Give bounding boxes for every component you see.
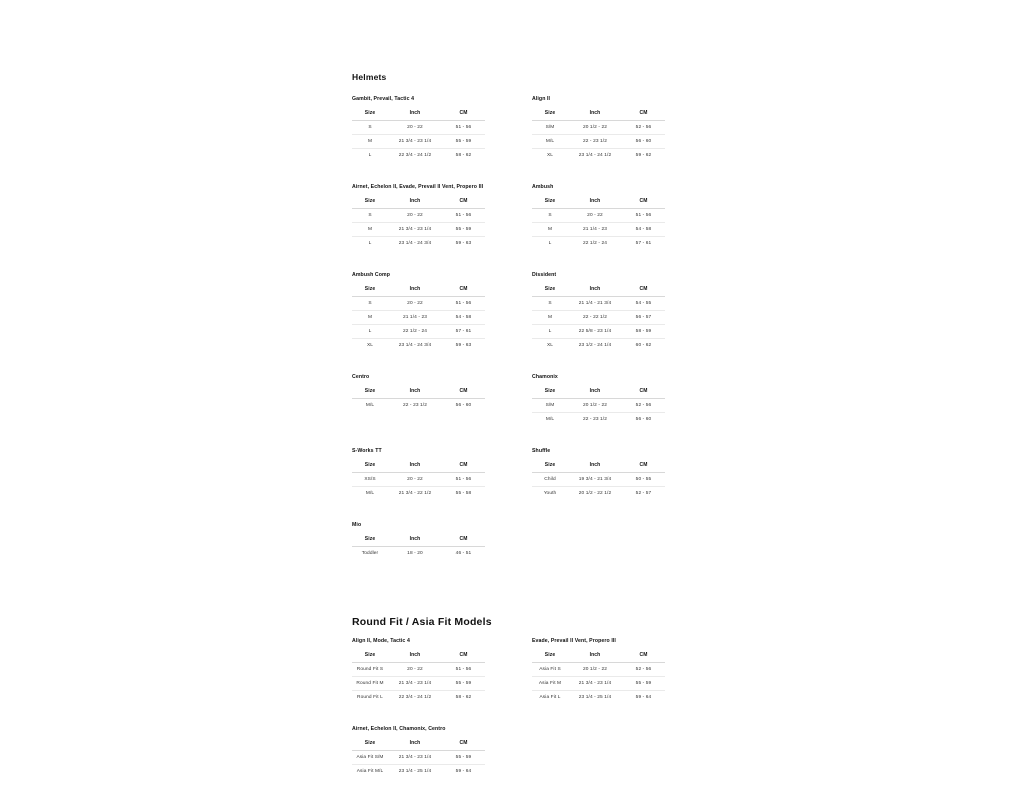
- table-row: [532, 691, 665, 705]
- table-caption: S-Works TT: [352, 448, 382, 454]
- size-table-asia-fit-evade: [532, 638, 712, 704]
- table-header-row: [352, 195, 485, 209]
- column-header-size: Size: [532, 459, 568, 473]
- cell-size: M/L: [545, 417, 555, 422]
- column-header-cm: CM: [442, 459, 485, 473]
- column-header-inch: Inch: [568, 459, 622, 473]
- cell-size: M: [532, 223, 568, 237]
- size-table: [352, 649, 485, 704]
- table-row: [532, 311, 665, 325]
- table-caption: Chamonix: [532, 374, 558, 380]
- table-column-left: [352, 374, 532, 448]
- table-column-left: [352, 726, 532, 800]
- cell-size: M/L: [365, 491, 375, 496]
- cell-cm: 54 - 55: [622, 297, 665, 311]
- table-header-row: [532, 195, 665, 209]
- table-row: [532, 399, 665, 413]
- table-caption: Shuffle: [532, 448, 551, 454]
- column-header-cm: CM: [442, 385, 485, 399]
- table-caption: Ambush Comp: [352, 272, 390, 278]
- table-header-row: [352, 107, 485, 121]
- table-row: [532, 297, 665, 311]
- column-header-size: Size: [532, 195, 568, 209]
- cell-inch: 21 1/4 - 21 3/4: [568, 297, 622, 311]
- cell-cm: 52 - 56: [622, 121, 665, 135]
- cell-cm: 57 - 61: [635, 241, 652, 246]
- column-header-cm: CM: [622, 107, 665, 121]
- cell-size: L: [532, 325, 568, 339]
- cell-inch: 21 1/4 - 23: [388, 311, 442, 325]
- cell-inch: 20 - 22: [568, 209, 622, 223]
- table-column-right: [532, 638, 712, 726]
- table-column-right: [532, 374, 712, 448]
- table-header-row: [532, 385, 665, 399]
- cell-inch: 20 - 22: [388, 297, 442, 311]
- cell-size: S: [352, 297, 388, 311]
- cell-inch: 22 5/8 - 23 1/4: [568, 325, 622, 339]
- table-caption: Centro: [352, 374, 370, 380]
- cell-size: S/M: [532, 121, 568, 135]
- cell-cm: 51 - 56: [442, 663, 485, 677]
- table-row: [352, 237, 485, 251]
- cell-size: L: [368, 241, 372, 246]
- cell-cm: 50 - 55: [622, 473, 665, 487]
- cell-inch: 21 1/4 - 23: [568, 223, 622, 237]
- table-column-right: [532, 184, 712, 272]
- table-column-left: [352, 184, 532, 272]
- table-row: [352, 149, 485, 163]
- table-header-row: [352, 737, 485, 751]
- column-header-size: Size: [352, 459, 388, 473]
- size-table-shuffle: [532, 448, 712, 500]
- section-title-asia-fit: Round Fit / Asia Fit Models: [352, 616, 492, 628]
- cell-cm: 55 - 59: [622, 677, 665, 691]
- table-column-left: [352, 272, 532, 374]
- cell-inch: 22 3/4 - 24 1/2: [398, 153, 432, 158]
- cell-inch: 20 - 22: [388, 663, 442, 677]
- cell-size: S: [352, 121, 388, 135]
- column-header-size: Size: [532, 107, 568, 121]
- section-spacer: [352, 582, 712, 616]
- table-caption: Gambit, Prevail, Tactic 4: [352, 96, 415, 102]
- cell-inch: 22 - 22 1/2: [568, 311, 622, 325]
- column-header-cm: CM: [442, 649, 485, 663]
- cell-inch: 20 - 22: [388, 473, 442, 487]
- size-table: [352, 385, 485, 412]
- table-row: [532, 149, 665, 163]
- cell-size: Asia Fit M/L: [356, 769, 384, 774]
- table-column-right: [532, 272, 712, 374]
- asia-fit-table-grid: [352, 638, 712, 800]
- cell-cm: 58 - 62: [455, 153, 472, 158]
- table-row: [532, 121, 665, 135]
- cell-inch: 22 3/4 - 24 1/2: [398, 695, 432, 700]
- cell-cm: 55 - 59: [442, 135, 485, 149]
- table-row: [352, 487, 485, 501]
- table-row: [352, 399, 485, 413]
- column-header-inch: Inch: [568, 649, 622, 663]
- table-row: [352, 547, 485, 561]
- column-header-cm: CM: [442, 283, 485, 297]
- table-row: [352, 339, 485, 353]
- size-table-align-ii: [532, 96, 712, 162]
- table-row: [352, 121, 485, 135]
- table-column-right-empty: [532, 522, 712, 582]
- table-column-right: [532, 96, 712, 184]
- table-column-left: [352, 638, 532, 726]
- cell-size: Asia Fit L: [539, 695, 561, 700]
- cell-inch: 23 1/2 - 24 1/4: [578, 343, 612, 348]
- cell-cm: 52 - 57: [635, 491, 652, 496]
- table-row: [352, 677, 485, 691]
- size-table: [352, 737, 485, 778]
- column-header-size: Size: [532, 385, 568, 399]
- column-header-cm: CM: [442, 533, 485, 547]
- cell-size: Child: [532, 473, 568, 487]
- cell-inch: 21 3/4 - 23 1/4: [388, 677, 442, 691]
- cell-size: Asia Fit S: [532, 663, 568, 677]
- cell-size: S: [532, 297, 568, 311]
- cell-size: Toddler: [361, 551, 379, 556]
- table-header-row: [532, 107, 665, 121]
- table-caption: Evade, Prevail II Vent, Propero III: [532, 638, 616, 644]
- table-column-right-empty: [532, 726, 712, 800]
- cell-size: XS/S: [352, 473, 388, 487]
- cell-cm: 52 - 56: [622, 663, 665, 677]
- size-table-round-fit-align: [352, 638, 520, 704]
- column-header-inch: Inch: [388, 107, 442, 121]
- table-row: [352, 311, 485, 325]
- cell-cm: 56 - 60: [455, 403, 472, 408]
- size-table-mio: [352, 522, 520, 560]
- column-header-cm: CM: [622, 459, 665, 473]
- cell-inch: 20 1/2 - 22 1/2: [578, 491, 612, 496]
- size-table: [352, 107, 485, 162]
- cell-cm: 55 - 59: [442, 751, 485, 765]
- column-header-inch: Inch: [388, 195, 442, 209]
- table-row: [352, 209, 485, 223]
- cell-size: Round Fit L: [357, 695, 383, 700]
- cell-inch: 21 3/4 - 23 1/4: [388, 751, 442, 765]
- helmets-table-grid: [352, 96, 712, 582]
- cell-inch: 20 - 22: [388, 209, 442, 223]
- cell-inch: 18 - 20: [407, 551, 423, 556]
- column-header-cm: CM: [622, 649, 665, 663]
- table-row: [532, 677, 665, 691]
- table-row: [352, 765, 485, 779]
- size-table-dissident: [532, 272, 712, 352]
- cell-size: M/L: [532, 135, 568, 149]
- cell-size: Youth: [543, 491, 557, 496]
- column-header-size: Size: [532, 283, 568, 297]
- cell-inch: 22 1/2 - 24: [582, 241, 608, 246]
- cell-size: S/M: [532, 399, 568, 413]
- size-table: [532, 459, 665, 500]
- column-header-inch: Inch: [568, 283, 622, 297]
- cell-cm: 51 - 56: [442, 473, 485, 487]
- table-header-row: [352, 283, 485, 297]
- table-header-row: [532, 283, 665, 297]
- cell-size: S: [532, 209, 568, 223]
- size-table: [352, 533, 485, 560]
- cell-size: XL: [546, 153, 554, 158]
- table-row: [352, 325, 485, 339]
- size-table: [352, 195, 485, 250]
- cell-size: Asia Fit M: [532, 677, 568, 691]
- table-row: [352, 223, 485, 237]
- column-header-inch: Inch: [388, 283, 442, 297]
- cell-size: L: [548, 241, 552, 246]
- size-table-sworks-tt: [352, 448, 520, 500]
- cell-size: Asia Fit S/M: [352, 751, 388, 765]
- cell-cm: 51 - 56: [442, 297, 485, 311]
- table-row: [532, 325, 665, 339]
- cell-cm: 55 - 59: [442, 677, 485, 691]
- column-header-inch: Inch: [388, 737, 442, 751]
- column-header-inch: Inch: [388, 385, 442, 399]
- table-header-row: [352, 385, 485, 399]
- table-row: [532, 339, 665, 353]
- cell-cm: 59 - 62: [635, 153, 652, 158]
- cell-size: L: [352, 325, 388, 339]
- cell-inch: 20 1/2 - 22: [568, 121, 622, 135]
- cell-size: M: [352, 135, 388, 149]
- cell-cm: 51 - 56: [442, 121, 485, 135]
- cell-size: L: [368, 153, 372, 158]
- cell-cm: 60 - 62: [635, 343, 652, 348]
- table-row: [532, 223, 665, 237]
- column-header-size: Size: [352, 283, 388, 297]
- table-caption: Align II: [532, 96, 551, 102]
- table-header-row: [532, 649, 665, 663]
- size-table: [532, 107, 665, 162]
- cell-cm: 54 - 58: [442, 311, 485, 325]
- table-caption: Airnet, Echelon II, Evade, Prevail II Vent, Propero III: [352, 184, 484, 190]
- table-caption: Dissident: [532, 272, 557, 278]
- table-row: [352, 297, 485, 311]
- size-table: [352, 459, 485, 500]
- cell-cm: 56 - 60: [635, 417, 652, 422]
- cell-cm: 51 - 56: [622, 209, 665, 223]
- cell-inch: 22 - 23 1/2: [568, 135, 622, 149]
- cell-cm: 58 - 62: [455, 695, 472, 700]
- cell-inch: 22 1/2 - 24: [388, 325, 442, 339]
- cell-cm: 59 - 63: [455, 241, 472, 246]
- cell-cm: 54 - 58: [622, 223, 665, 237]
- table-row: [532, 663, 665, 677]
- cell-inch: 20 - 22: [388, 121, 442, 135]
- table-column-left: [352, 448, 532, 522]
- cell-size: XL: [546, 343, 554, 348]
- column-header-inch: Inch: [568, 385, 622, 399]
- column-header-inch: Inch: [568, 195, 622, 209]
- size-table-gambit: [352, 96, 520, 162]
- cell-inch: 21 3/4 - 23 1/4: [388, 223, 442, 237]
- size-table-ambush-comp: [352, 272, 520, 352]
- size-table-ambush: [532, 184, 712, 250]
- table-caption: Ambush: [532, 184, 554, 190]
- cell-cm: 51 - 56: [442, 209, 485, 223]
- size-table-chamonix: [532, 374, 712, 426]
- column-header-size: Size: [352, 533, 388, 547]
- cell-inch: 21 3/4 - 23 1/4: [388, 135, 442, 149]
- table-row: [532, 413, 665, 427]
- column-header-size: Size: [352, 649, 388, 663]
- column-header-inch: Inch: [568, 107, 622, 121]
- table-header-row: [352, 459, 485, 473]
- cell-size: XL: [366, 343, 374, 348]
- cell-inch: 23 1/4 - 24 1/2: [578, 153, 612, 158]
- column-header-inch: Inch: [388, 533, 442, 547]
- page-title: Helmets: [352, 72, 387, 82]
- size-table-airnet: [352, 184, 520, 250]
- cell-inch: 23 1/4 - 24 3/4: [398, 241, 432, 246]
- size-table: [532, 649, 665, 704]
- cell-size: M: [352, 311, 388, 325]
- cell-cm: 59 - 64: [455, 769, 472, 774]
- table-header-row: [532, 459, 665, 473]
- table-row: [532, 487, 665, 501]
- size-table: [352, 283, 485, 352]
- table-row: [352, 473, 485, 487]
- column-header-cm: CM: [442, 107, 485, 121]
- table-caption: Align II, Mode, Tactic 4: [352, 638, 410, 644]
- table-row: [352, 691, 485, 705]
- table-column-right: [532, 448, 712, 522]
- table-row: [532, 135, 665, 149]
- cell-inch: 23 1/4 - 25 1/4: [398, 769, 432, 774]
- size-table-asia-fit-airnet: [352, 726, 520, 778]
- column-header-cm: CM: [622, 385, 665, 399]
- table-column-left: [352, 522, 532, 582]
- cell-inch: 19 3/4 - 21 3/4: [568, 473, 622, 487]
- cell-cm: 52 - 56: [622, 399, 665, 413]
- cell-inch: 21 3/4 - 23 1/4: [568, 677, 622, 691]
- size-table: [532, 195, 665, 250]
- table-caption: Mio: [352, 522, 362, 528]
- column-header-cm: CM: [622, 195, 665, 209]
- table-row: [352, 135, 485, 149]
- table-header-row: [352, 533, 485, 547]
- table-header-row: [352, 649, 485, 663]
- column-header-cm: CM: [622, 283, 665, 297]
- cell-inch: 22 - 23 1/2: [582, 417, 608, 422]
- table-row: [532, 473, 665, 487]
- column-header-size: Size: [352, 737, 388, 751]
- table-column-left: [352, 96, 532, 184]
- table-row: [532, 209, 665, 223]
- column-header-inch: Inch: [388, 649, 442, 663]
- cell-inch: 20 1/2 - 22: [568, 663, 622, 677]
- column-header-cm: CM: [442, 737, 485, 751]
- cell-cm: 59 - 63: [455, 343, 472, 348]
- size-chart-document: [352, 72, 712, 800]
- cell-inch: 20 1/2 - 22: [568, 399, 622, 413]
- cell-inch: 23 1/4 - 24 3/4: [398, 343, 432, 348]
- cell-inch: 21 3/4 - 22 1/2: [398, 491, 432, 496]
- cell-inch: 22 - 23 1/2: [402, 403, 428, 408]
- cell-size: Round Fit S: [352, 663, 388, 677]
- cell-cm: 55 - 58: [455, 491, 472, 496]
- cell-size: M: [352, 223, 388, 237]
- table-row: [352, 663, 485, 677]
- cell-cm: 57 - 61: [442, 325, 485, 339]
- cell-cm: 56 - 60: [622, 135, 665, 149]
- cell-size: M: [532, 311, 568, 325]
- table-caption: Airnet, Echelon II, Chamonix, Centro: [352, 726, 446, 732]
- cell-inch: 23 1/4 - 25 1/4: [578, 695, 612, 700]
- column-header-size: Size: [352, 107, 388, 121]
- table-row: [532, 237, 665, 251]
- size-table-centro: [352, 374, 520, 412]
- column-header-cm: CM: [442, 195, 485, 209]
- column-header-size: Size: [352, 195, 388, 209]
- cell-size: S: [352, 209, 388, 223]
- cell-size: Round Fit M: [352, 677, 388, 691]
- size-table: [532, 385, 665, 426]
- column-header-inch: Inch: [388, 459, 442, 473]
- cell-size: M/L: [365, 403, 375, 408]
- cell-cm: 58 - 59: [622, 325, 665, 339]
- column-header-size: Size: [352, 385, 388, 399]
- cell-cm: 56 - 57: [622, 311, 665, 325]
- table-row: [352, 751, 485, 765]
- cell-cm: 55 - 59: [442, 223, 485, 237]
- cell-cm: 59 - 64: [635, 695, 652, 700]
- cell-cm: 46 - 51: [455, 551, 472, 556]
- size-table: [532, 283, 665, 352]
- column-header-size: Size: [532, 649, 568, 663]
